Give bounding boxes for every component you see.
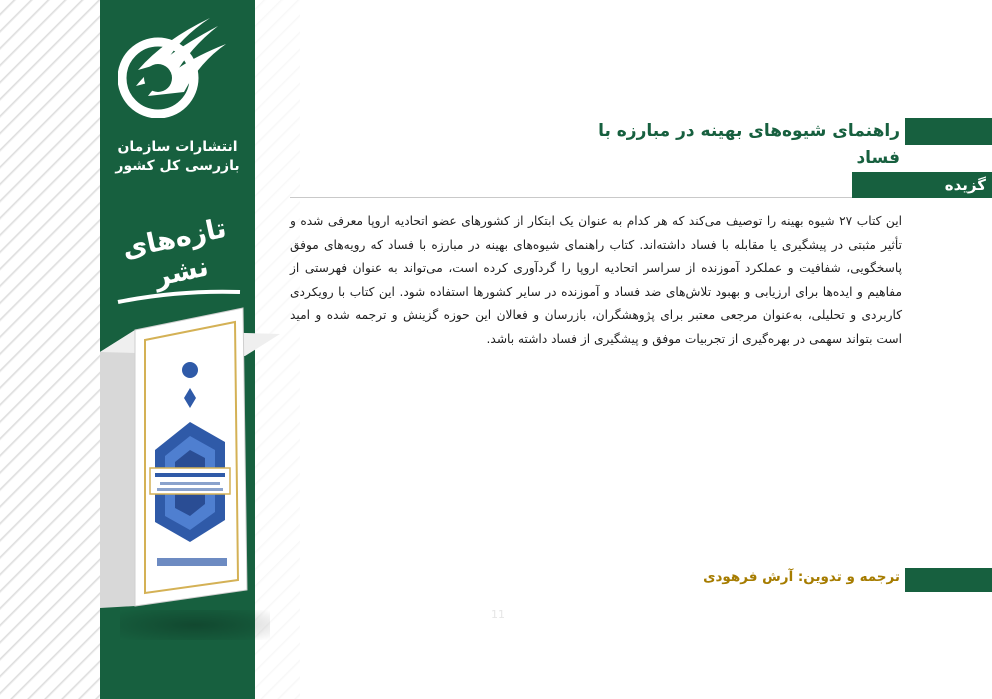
publisher-logo-icon xyxy=(118,18,228,118)
publisher-name-line2: بازرسی کل کشور xyxy=(115,158,240,174)
hatch-background xyxy=(0,0,100,699)
publisher-name xyxy=(100,138,255,176)
section-divider xyxy=(290,197,852,198)
new-releases-label: تازه‌های نشر xyxy=(119,212,230,293)
book-cover-image xyxy=(95,290,285,620)
publisher-name-line1: انتشارات سازمان xyxy=(117,139,238,155)
page-number: 11 xyxy=(491,608,505,621)
book-title: راهنمای شیوه‌های بهینه در مبارزه با فساد xyxy=(598,121,900,168)
summary-paragraph: این کتاب ۲۷ شیوه بهینه را توصیف می‌کند که هر کدام به عنوان یک ابتکار از کشورهای عضو اتحادیه اروپا معرفی شده و تأثیر مثبتی در پیشگیری یا مقابله با فساد داشته‌اند. کتاب راهنمای شیوه‌های بهینه در مبارزه با فساد که رویه‌های موفق پاسخگویی، شفافیت و عملکرد آموزنده از سراسر اتحادیه اروپا را گردآوری کرده است، می‌تواند به عنوان فهرستی از مفاهیم و ایده‌ها برای ارزیابی و بهبود تلاش‌های ضد فساد و آموزنده در سایر کشورها استفاده شود. این کتاب با رویکردی کاربردی و تحلیلی، به‌عنوان مرجعی معتبر برای پژوهشگران، بازرسان و فعالان این حوزه گزینش و ترجمه شده و امید است بتواند سهمی در بهره‌گیری از تجربیات موفق و پیشگیری از فساد داشته باشد. xyxy=(290,214,902,346)
title-accent-bar xyxy=(905,118,992,145)
translator-accent-bar xyxy=(905,568,992,592)
section-label: گزیده xyxy=(944,176,986,194)
translator-credit: ترجمه و تدوین: آرش فرهودی xyxy=(703,569,900,585)
